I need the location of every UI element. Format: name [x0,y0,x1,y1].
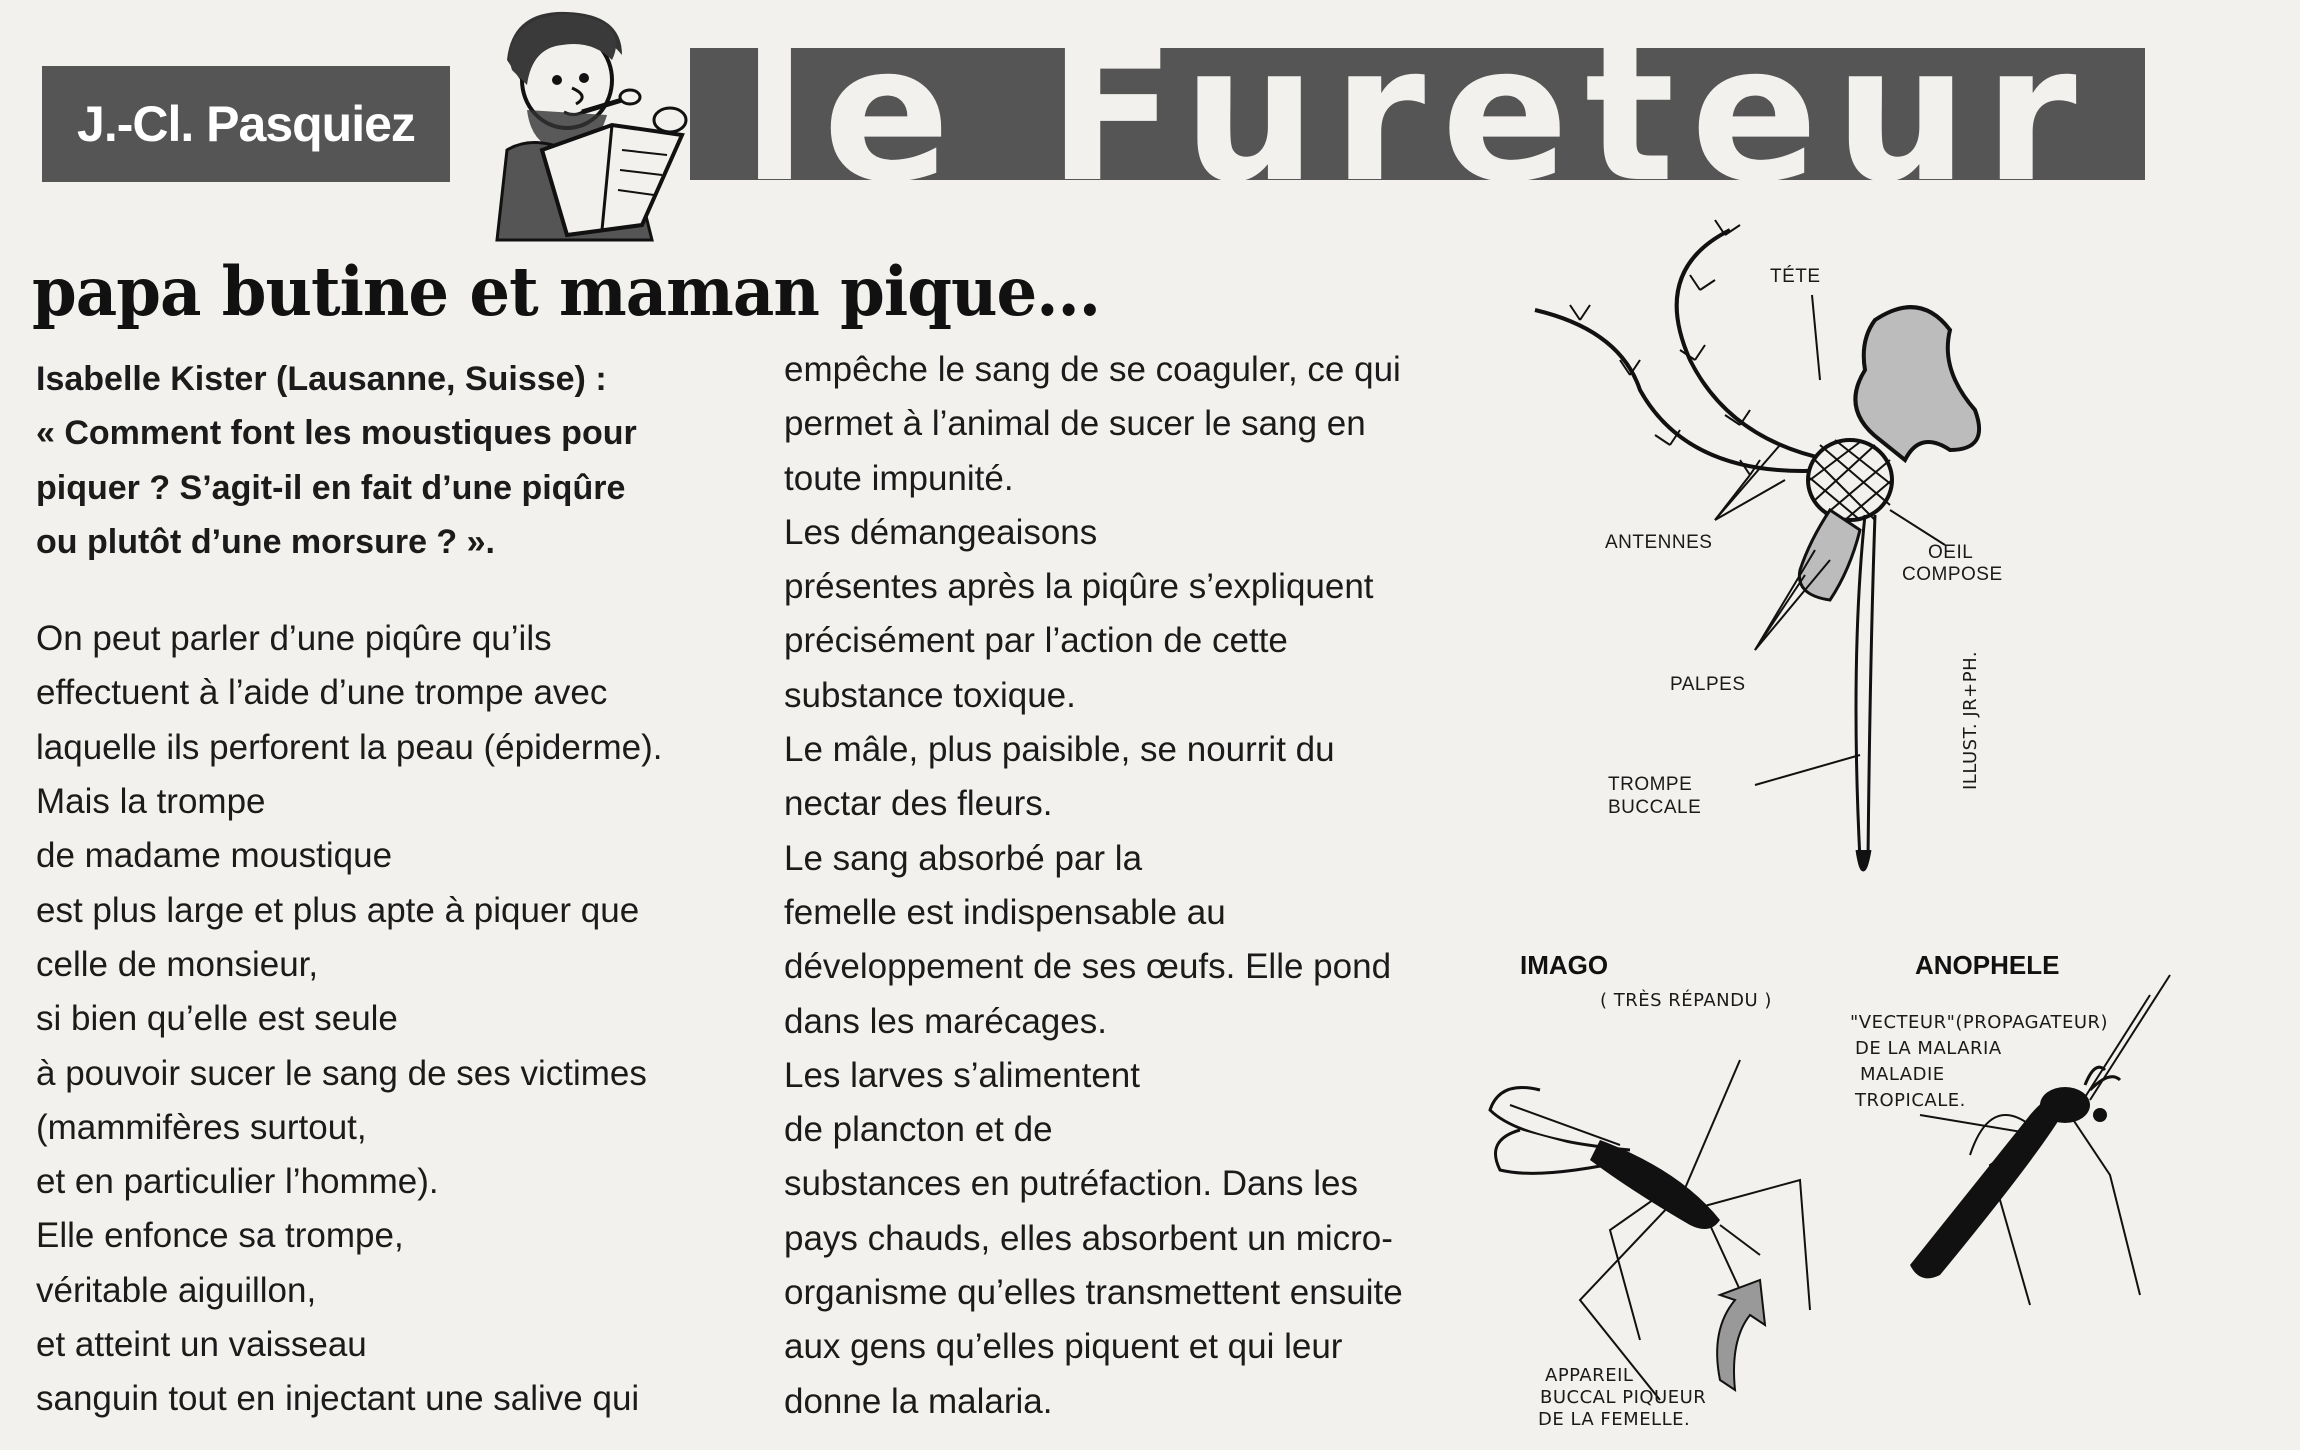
anophele-note: TROPICALE. [1855,1090,1966,1111]
imago-note: ( TRÈS RÉPANDU ) [1600,990,1772,1011]
label-buccale: BUCCALE [1608,797,1702,818]
body-line: de plancton et de [784,1110,1053,1150]
body-line: et en particulier l’homme). [36,1162,439,1202]
anophele-mosquito-drawing [1880,975,2200,1315]
label-palpes: PALPES [1670,674,1746,695]
body-line: laquelle ils perforent la peau (épiderme). [36,727,663,767]
body-line: pays chauds, elles absorbent un micro- [784,1218,1393,1258]
imago-caption: APPAREIL [1545,1365,1634,1386]
body-line: Le sang absorbé par la [784,838,1143,878]
article-headline: papa butine et maman pique... [32,253,1101,332]
body-line: substances en putréfaction. Dans les [784,1164,1358,1204]
body-line: Les larves s’alimentent [784,1055,1140,1095]
body-line: Mais la trompe [36,782,266,822]
body-line: (mammifères surtout, [36,1107,367,1147]
label-tete: TÉTE [1770,266,1821,287]
body-line: toute impunité. [784,458,1014,498]
question-line: ou plutôt d’une morsure ? ». [36,522,495,561]
imago-caption: BUCCAL PIQUEUR [1540,1387,1707,1408]
question-line: Isabelle Kister (Lausanne, Suisse) : [36,360,607,398]
column-title-band [690,5,2145,224]
article-column-2 [784,343,1484,1429]
imago-mosquito-drawing [1480,1030,1820,1410]
body-line: véritable aiguillon, [36,1270,317,1310]
label-antennes: ANTENNES [1605,532,1713,553]
question-line: « Comment font les moustiques pour [36,414,637,453]
body-line: aux gens qu’elles piquent et qui leur [784,1327,1343,1367]
reader-cartoon-icon [472,0,692,240]
body-line: présentes après la piqûre s’expliquent [784,567,1374,607]
body-line: Les démangeaisons [784,512,1098,552]
body-line: si bien qu’elle est seule [36,999,398,1039]
body-line: permet à l’animal de sucer le sang en [784,404,1366,444]
anophele-note: MALADIE [1860,1064,1945,1085]
body-line: Elle enfonce sa trompe, [36,1216,404,1256]
body-line: développement de ses œufs. Elle pond [784,947,1392,987]
column-title: le Fureteur [742,5,2093,224]
anophele-title: ANOPHELE [1915,950,2060,980]
body-line: donne la malaria. [784,1381,1053,1421]
body-line: On peut parler d’une piqûre qu’ils [36,619,552,659]
anophele-note: DE LA MALARIA [1855,1038,2002,1059]
body-line: précisément par l’action de cette [784,621,1288,661]
question-line: piquer ? S’agit-il en fait d’une piqûre [36,468,626,507]
body-line: de madame moustique [36,836,393,876]
body-line: empêche le sang de se coaguler, ce qui [784,350,1401,389]
body-line: dans les marécages. [784,1001,1107,1041]
imago-title: IMAGO [1520,950,1609,980]
label-oeil: OEIL [1928,542,1974,563]
body-line: femelle est indispensable au [784,892,1226,932]
imago-caption: DE LA FEMELLE. [1538,1409,1691,1430]
body-line: nectar des fleurs. [784,784,1053,824]
body-line: à pouvoir sucer le sang de ses victimes [36,1053,647,1093]
body-line: substance toxique. [784,675,1076,715]
label-compose: COMPOSE [1902,564,2003,585]
author-name: J.-Cl. Pasquiez [42,66,450,182]
article-column-1 [36,352,756,1427]
body-line: Le mâle, plus paisible, se nourrit du [784,730,1335,770]
label-trompe: TROMPE [1608,774,1693,795]
body-line: et atteint un vaisseau [36,1325,367,1365]
anophele-note: "VECTEUR"(PROPAGATEUR) [1850,1012,2109,1033]
body-line: est plus large et plus apte à piquer que [36,890,640,930]
body-line: celle de monsieur, [36,944,319,984]
body-line: organisme qu’elles transmettent ensuite [784,1273,1403,1313]
body-line: effectuent à l’aide d’une trompe avec [36,673,608,713]
body-line: sanguin tout en injectant une salive qui [36,1379,640,1419]
illustration-credit: ILLUST. JR+PH. [1960,650,1981,790]
